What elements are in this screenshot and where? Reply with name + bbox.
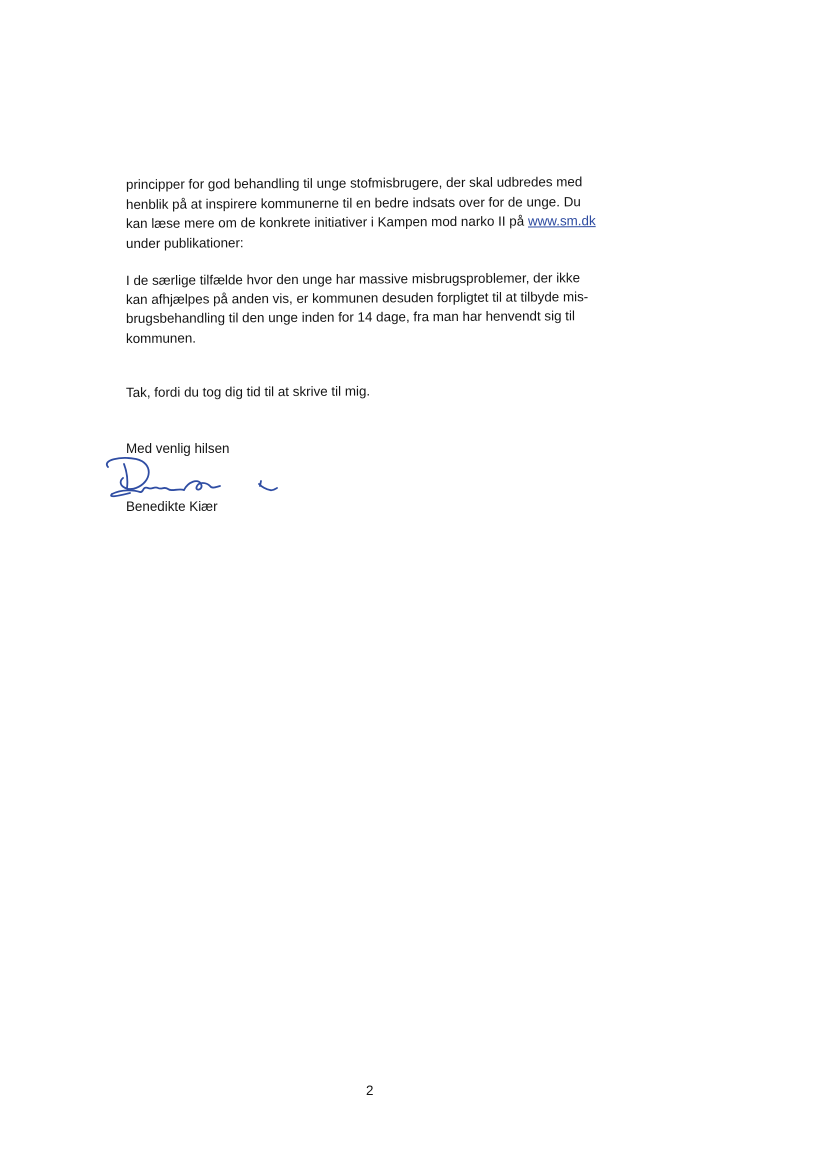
paragraph-2-line-1: I de særlige tilfælde hvor den unge har massive misbrugsproblemer, der ikke bbox=[125, 270, 581, 288]
paragraph-1-line-3-text: kan læse mere om de konkrete initiativer i Kampen mod narko II på bbox=[125, 213, 525, 231]
paragraph-1-line-4: under publikationer: bbox=[125, 235, 244, 251]
paragraph-2-line-4: kommunen. bbox=[125, 330, 197, 346]
paragraph-2-line-2: kan afhjælpes på anden vis, er kommunen desuden forpligtet til at tilbyde mis- bbox=[125, 289, 589, 307]
thanks-line: Tak, fordi du tog dig tid til at skrive til mig. bbox=[125, 383, 371, 400]
page-number: 2 bbox=[366, 1083, 374, 1098]
signer-name: Benedikte Kiær bbox=[126, 499, 218, 514]
paragraph-1-line-1: principper for god behandling til unge stofmisbrugere, der skal udbredes med bbox=[125, 174, 583, 192]
paragraph-1-line-3 bbox=[126, 212, 596, 233]
paragraph-1-line-2: henblik på at inspirere kommunerne til en bedre indsats over for de unge. Du bbox=[125, 194, 581, 212]
closing-line: Med venlig hilsen bbox=[126, 441, 230, 456]
paragraph-2-line-3: brugsbehandling til den unge inden for 14 dage, fra man har henvendt sig til bbox=[125, 308, 575, 326]
sm-dk-link[interactable]: www.sm.dk bbox=[527, 213, 596, 229]
